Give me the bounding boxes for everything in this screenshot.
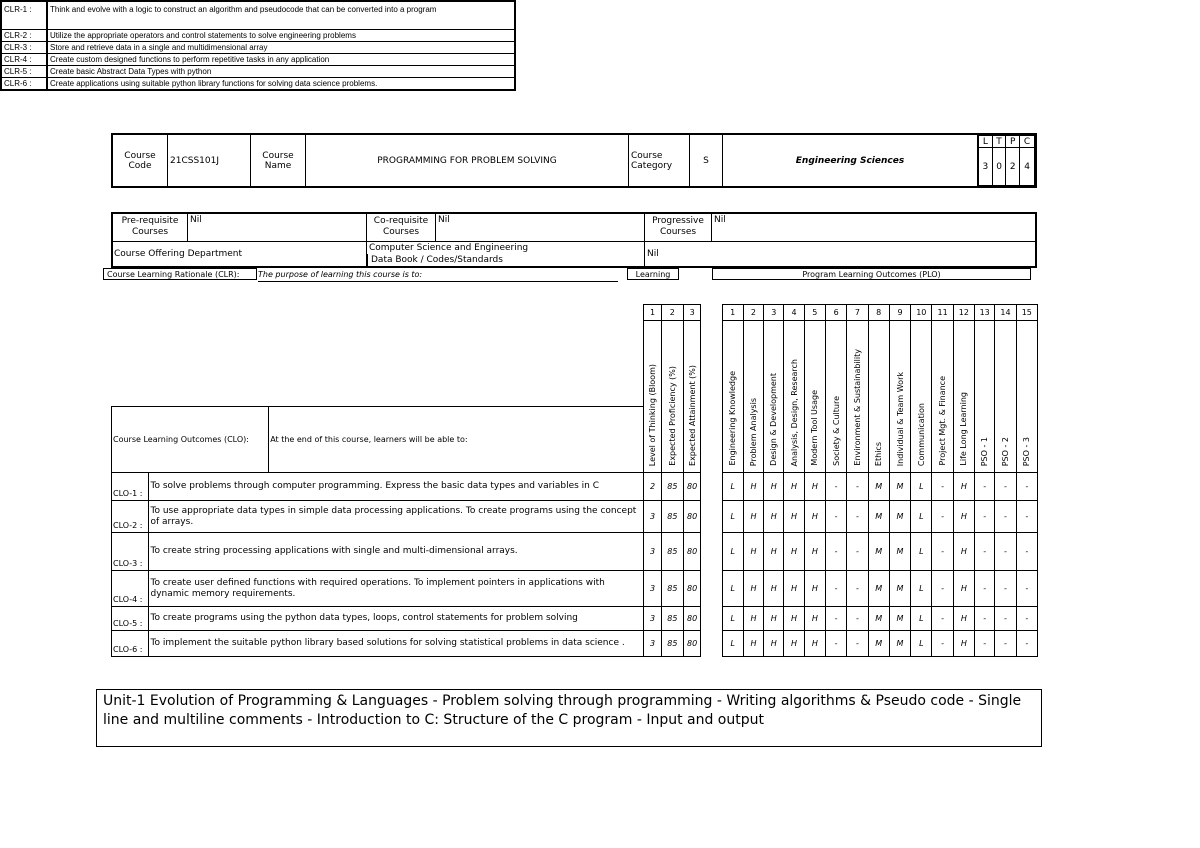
clo-row [112,501,1038,533]
plo-value: - [847,571,868,607]
clo-row [112,571,1038,607]
clr-key: CLR-6 : [1,78,47,91]
plo-value: - [932,501,953,533]
clo-text: To implement the suitable python library based solutions for solving statistical problems in data science . [148,631,644,657]
clr-row [1,78,515,91]
plo-value: H [764,533,784,571]
prereq-label: Pre-requisite Courses [112,213,188,241]
gap-cell [701,533,722,571]
plo-value: L [911,631,932,657]
course-header-table [111,133,1037,188]
plo-value: - [995,607,1016,631]
plo-value: H [784,473,804,501]
learning-value: 3 [644,533,661,571]
plo-value: H [743,571,763,607]
plo-value: - [825,473,846,501]
clo-key: CLO-1 : [112,473,149,501]
plo-value: L [722,473,743,501]
clr-row [1,42,515,54]
learning-value: 2 [644,473,661,501]
plo-value: H [743,533,763,571]
learning-value: 80 [684,533,701,571]
plo-value: - [932,607,953,631]
plo-col-number: 10 [911,305,932,321]
book-value: Nil [645,241,1037,267]
plo-value: L [722,607,743,631]
plo-value: - [1016,631,1037,657]
plo-col-header [975,321,995,473]
plo-value: H [764,631,784,657]
gap-cell [701,571,722,607]
plo-value: L [911,571,932,607]
clr-text: Think and evolve with a logic to construct an algorithm and pseudocode that can be converted into a program [47,1,515,30]
plo-value: M [889,571,910,607]
plo-value: H [804,501,825,533]
clr-key: CLR-5 : [1,66,47,78]
coreq-label: Co-requisite Courses [367,213,436,241]
clr-rationale-label: Course Learning Rationale (CLR): [103,268,257,280]
learning-col-header [661,321,683,473]
clo-text: To create user defined functions with required operations. To implement pointers in applications with dynamic memory requirements. [148,571,644,607]
learning-value: 80 [684,571,701,607]
plo-value: L [911,533,932,571]
plo-col-header [953,321,974,473]
prerequisite-table [111,212,1037,268]
plo-col-number: 14 [995,305,1016,321]
clo-text: To create string processing applications with single and multi-dimensional arrays. [148,533,644,571]
plo-value: L [911,501,932,533]
plo-value: - [847,501,868,533]
plo-col-number: 15 [1016,305,1037,321]
plo-value: H [764,501,784,533]
gap-cell [701,607,722,631]
dept-book-cell [367,241,645,267]
plo-header-text: Analysis, Design, Research [789,358,799,466]
clo-row [112,607,1038,631]
ltpc-label-c: C [1020,136,1035,148]
plo-value: M [889,631,910,657]
plo-value: H [784,533,804,571]
course-name: PROGRAMMING FOR PROBLEM SOLVING [306,134,629,187]
plo-value: - [847,473,868,501]
plo-value: H [804,607,825,631]
clr-row [1,54,515,66]
learning-value: 85 [661,631,683,657]
clo-key: CLO-5 : [112,607,149,631]
learning-value: 85 [661,473,683,501]
plo-col-header [911,321,932,473]
plo-value: - [1016,533,1037,571]
progressive-label: Progressive Courses [645,213,712,241]
clr-key: CLR-3 : [1,42,47,54]
clr-text: Utilize the appropriate operators and control statements to solve engineering problems [47,30,515,42]
plo-value: H [953,501,974,533]
plo-value: - [932,473,953,501]
clr-key: CLR-4 : [1,54,47,66]
learning-col-number: 1 [644,305,661,321]
plo-col-number: 2 [743,305,763,321]
course-category-name: Engineering Sciences [723,134,978,187]
plo-header-text: Communication [916,402,926,466]
course-code: 21CSS101J [168,134,251,187]
plo-col-header [868,321,889,473]
plo-value: H [953,533,974,571]
learning-value: 85 [661,571,683,607]
plo-value: H [764,571,784,607]
clo-key: CLO-3 : [112,533,149,571]
plo-value: M [889,501,910,533]
learning-value: 80 [684,473,701,501]
plo-value: H [764,607,784,631]
plo-value: L [722,631,743,657]
plo-col-number: 1 [722,305,743,321]
clo-key: CLO-4 : [112,571,149,607]
learning-col-number: 2 [661,305,683,321]
learning-value: 3 [644,501,661,533]
plo-col-number: 9 [889,305,910,321]
blank-cell [112,321,644,407]
plo-value: - [825,571,846,607]
dept-row [112,241,367,267]
clo-key: CLO-2 : [112,501,149,533]
ltpc-cell [978,134,1037,187]
plo-col-header [889,321,910,473]
plo-value: H [743,607,763,631]
progressive-value: Nil [712,213,1037,241]
plo-col-header [847,321,868,473]
clo-row [112,533,1038,571]
clo-key: CLO-6 : [112,631,149,657]
plo-header-text: Environment & Sustainability [852,349,862,466]
plo-value: - [975,533,995,571]
course-category-label: Course Category [629,134,690,187]
plo-col-number: 7 [847,305,868,321]
plo-value: - [975,501,995,533]
plo-col-header [784,321,804,473]
plo-header-text: Modern Tool Usage [810,390,820,466]
plo-col-header [804,321,825,473]
course-name-label: Course Name [251,134,306,187]
plo-value: H [764,473,784,501]
ltpc-label-p: P [1006,136,1020,148]
plo-header-text: Ethics [874,441,884,466]
plo-value: - [975,473,995,501]
plo-value: M [868,473,889,501]
plo-col-number: 8 [868,305,889,321]
clo-row [112,631,1038,657]
plo-col-number: 13 [975,305,995,321]
gap-cell [701,501,722,533]
plo-col-header [1016,321,1037,473]
learning-col-number: 3 [684,305,701,321]
clo-text: To solve problems through computer programming. Express the basic data types and variables in C [148,473,644,501]
plo-value: H [804,533,825,571]
plo-value: H [804,571,825,607]
clo-plo-matrix [111,304,1038,657]
clr-text: Create basic Abstract Data Types with python [47,66,515,78]
plo-header-text: PSO - 3 [1022,436,1032,466]
plo-header-text: PSO - 1 [980,436,990,466]
ltpc-value-l: 3 [979,148,993,186]
plo-value: - [825,501,846,533]
plo-value: - [932,631,953,657]
plo-value: - [995,533,1016,571]
plo-value: - [1016,571,1037,607]
learning-label: Learning [627,268,679,280]
learning-col-header [684,321,701,473]
learning-col-header [644,321,661,473]
plo-value: H [953,607,974,631]
coreq-value: Nil [436,213,645,241]
learning-value: 3 [644,631,661,657]
plo-value: H [743,473,763,501]
clr-text: Store and retrieve data in a single and multidimensional array [47,42,515,54]
plo-value: - [995,571,1016,607]
dept-label: Course Offering Department [114,248,243,259]
plo-value: - [825,533,846,571]
plo-value: - [975,631,995,657]
course-category: S [690,134,723,187]
plo-col-header [932,321,953,473]
plo-value: H [743,631,763,657]
clr-text: Create applications using suitable python library functions for solving data science problems. [47,78,515,91]
gap-cell [701,473,722,501]
plo-value: - [995,473,1016,501]
dept-value: Computer Science and Engineering [369,242,529,253]
learning-value: 85 [661,501,683,533]
plo-value: - [1016,607,1037,631]
plo-value: M [868,631,889,657]
plo-value: - [825,631,846,657]
gap-cell [701,305,722,321]
clo-text: To create programs using the python data types, loops, control statements for problem solving [148,607,644,631]
plo-value: L [722,501,743,533]
plo-value: - [847,631,868,657]
clo-intro-text: At the end of this course, learners will be able to: [269,407,644,473]
plo-value: H [743,501,763,533]
learning-value: 80 [684,607,701,631]
plo-label: Program Learning Outcomes (PLO) [712,268,1031,280]
clr-row [1,1,515,30]
plo-value: - [932,571,953,607]
plo-value: - [995,631,1016,657]
plo-header-text: PSO - 2 [1000,436,1010,466]
prereq-value: Nil [188,213,367,241]
clo-text: To use appropriate data types in simple data processing applications. To create programs using the concept of arrays. [148,501,644,533]
plo-value: L [911,473,932,501]
column-header-row [112,321,1038,407]
learning-value: 85 [661,607,683,631]
plo-value: - [847,533,868,571]
clr-row [1,66,515,78]
plo-value: H [784,571,804,607]
plo-value: L [722,533,743,571]
plo-value: - [847,607,868,631]
plo-col-number: 5 [804,305,825,321]
learning-header-text: Expected Attainment (%) [687,365,697,466]
learning-header-text: Level of Thinking (Bloom) [648,363,658,466]
plo-value: H [804,631,825,657]
plo-col-header [743,321,763,473]
unit-description: Unit-1 Evolution of Programming & Languages - Problem solving through programming - Writing algorithms & Pseudo code - Single line and multiline comments - Introduction to C: Structure of the C program - Input and output [96,689,1042,747]
plo-header-text: Society & Culture [831,396,841,466]
gap-cell [701,321,722,473]
plo-col-number: 4 [784,305,804,321]
plo-header-text: Individual & Team Work [895,371,905,466]
plo-value: H [953,473,974,501]
plo-value: H [784,607,804,631]
plo-value: M [868,501,889,533]
clr-row [1,30,515,42]
plo-header-text: Design & Development [769,373,779,466]
clr-key: CLR-1 : [1,1,47,30]
book-label: Data Book / Codes/Standards [367,254,503,266]
plo-value: L [722,571,743,607]
plo-value: - [1016,473,1037,501]
plo-header-text: Life Long Learning [959,392,969,466]
plo-col-header [995,321,1016,473]
plo-value: - [825,607,846,631]
plo-value: H [953,571,974,607]
gap-cell [701,631,722,657]
plo-value: M [868,607,889,631]
ltpc-value-c: 4 [1020,148,1035,186]
plo-value: M [868,533,889,571]
learning-value: 85 [661,533,683,571]
column-number-row [112,305,1038,321]
blank-cell [112,305,644,321]
plo-value: - [932,533,953,571]
ltpc-value-t: 0 [992,148,1006,186]
plo-header-text: Engineering Knowledge [728,371,738,466]
learning-value: 80 [684,631,701,657]
clr-rationale-text: The purpose of learning this course is to: [258,268,618,282]
ltpc-label-l: L [979,136,993,148]
plo-value: M [889,607,910,631]
learning-value: 3 [644,607,661,631]
plo-header-text: Project Mgt. & Finance [938,376,948,466]
clr-table [0,0,516,91]
plo-value: M [868,571,889,607]
plo-col-header [722,321,743,473]
plo-col-number: 12 [953,305,974,321]
clo-row [112,473,1038,501]
plo-value: M [889,473,910,501]
learning-value: 80 [684,501,701,533]
learning-value: 3 [644,571,661,607]
clr-text: Create custom designed functions to perform repetitive tasks in any application [47,54,515,66]
clr-key: CLR-2 : [1,30,47,42]
ltpc-table [978,135,1035,186]
plo-value: - [1016,501,1037,533]
clo-label: Course Learning Outcomes (CLO): [112,407,269,473]
plo-value: H [784,631,804,657]
plo-value: L [911,607,932,631]
plo-value: - [995,501,1016,533]
plo-header-text: Problem Analysis [748,397,758,466]
plo-value: - [975,571,995,607]
plo-col-number: 6 [825,305,846,321]
plo-value: M [889,533,910,571]
plo-col-number: 11 [932,305,953,321]
learning-header-text: Expected Proficiency (%) [667,366,677,466]
plo-value: H [784,501,804,533]
plo-value: - [975,607,995,631]
ltpc-value-p: 2 [1006,148,1020,186]
plo-col-header [825,321,846,473]
ltpc-label-t: T [992,136,1006,148]
plo-value: H [804,473,825,501]
plo-col-header [764,321,784,473]
plo-col-number: 3 [764,305,784,321]
plo-value: H [953,631,974,657]
course-code-label: Course Code [112,134,168,187]
